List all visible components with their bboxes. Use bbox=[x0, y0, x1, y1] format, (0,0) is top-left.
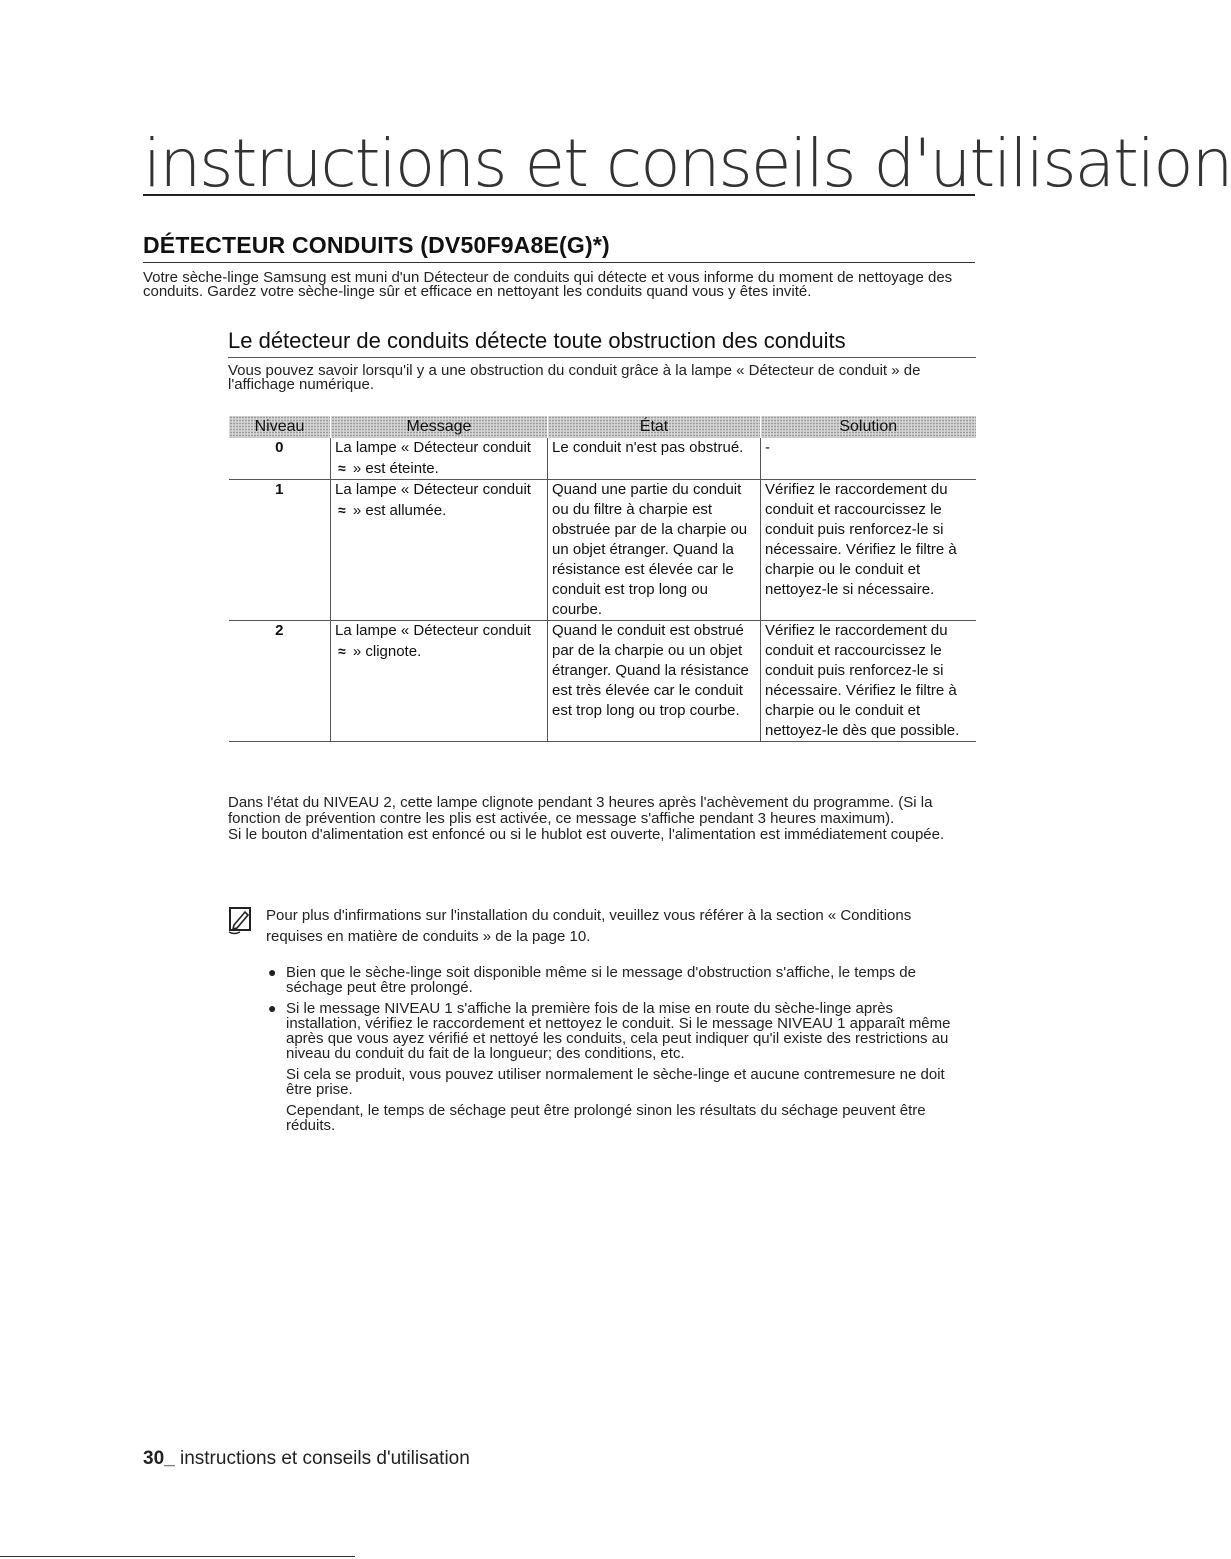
table-header-row bbox=[229, 416, 976, 438]
cell-etat: Le conduit n'est pas obstrué. bbox=[548, 438, 761, 480]
cell-message bbox=[331, 438, 548, 480]
note-text: Pour plus d'infirmations sur l'installation du conduit, veuillez vous référer à la section « Conditions requises en matière de conduits » de la page 10. bbox=[266, 907, 912, 945]
subsection-intro: Vous pouvez savoir lorsqu'il y a une obstruction du conduit grâce à la lampe « Détecteur de conduit » de l'affichage numérique. bbox=[228, 362, 921, 393]
cell-niveau: 0 bbox=[229, 438, 331, 480]
footer-text: instructions et conseils d'utilisation bbox=[179, 1448, 470, 1469]
cell-solution: - bbox=[761, 438, 976, 480]
message-text: La lampe « Détecteur conduit bbox=[335, 439, 531, 456]
message-text: La lampe « Détecteur conduit bbox=[335, 622, 531, 639]
cell-solution: Vérifiez le raccordement du conduit et raccourcissez le conduit puis renforcez-le si nécessaire. Vérifiez le filtre à charpie ou le conduit et nettoyez-le dès que possible. bbox=[761, 621, 976, 742]
header-etat: État bbox=[548, 416, 761, 438]
subsection-title: Le détecteur de conduits détecte toute obstruction des conduits bbox=[228, 328, 976, 358]
page-footer bbox=[143, 1448, 470, 1470]
section-intro: Votre sèche-linge Samsung est muni d'un Détecteur de conduits qui détecte et vous informe du moment de nettoyage des conduits. Gardez votre sèche-linge sûr et efficace en nettoyant les conduits quand vous y êtes invité. bbox=[143, 269, 953, 300]
after-paragraph-1: Dans l'état du NIVEAU 2, cette lampe clignote pendant 3 heures après l'achèvement du programme. (Si la fonction de prévention contre les plis est activée, ce message s'affiche pendant 3 heures maximum). bbox=[228, 794, 933, 827]
after-paragraph-2: Si le bouton d'alimentation est enfoncé ou si le hublot est ouverte, l'alimentation est immédiatement coupée. bbox=[228, 826, 945, 843]
page-number: 30_ bbox=[143, 1448, 175, 1469]
cell-niveau: 1 bbox=[229, 480, 331, 621]
bottom-divider bbox=[0, 1556, 355, 1557]
cell-message bbox=[331, 621, 548, 742]
duct-sensor-icon: ≈ bbox=[338, 460, 346, 476]
header-solution: Solution bbox=[761, 416, 976, 438]
header-message: Message bbox=[331, 416, 548, 438]
message-state: » est éteinte. bbox=[352, 460, 439, 477]
bullet-dot-icon: ● bbox=[268, 964, 277, 980]
bullet-dot-icon: ● bbox=[268, 1000, 277, 1016]
bullet-text: Cependant, le temps de séchage peut être prolongé sinon les résultats du séchage peuvent être réduits. bbox=[286, 1102, 926, 1134]
message-state: » est allumée. bbox=[352, 502, 447, 519]
cell-message bbox=[331, 480, 548, 621]
list-item bbox=[268, 1001, 968, 1133]
cell-solution: Vérifiez le raccordement du conduit et raccourcissez le conduit puis renforcez-le si nécessaire. Vérifiez le filtre à charpie ou le conduit et nettoyez-le si nécessaire. bbox=[761, 480, 976, 621]
detector-level-table bbox=[228, 416, 976, 742]
bullet-text: Si le message NIVEAU 1 s'affiche la première fois de la mise en route du sèche-linge après installation, vérifiez le raccordement et nettoyez le conduit. Si le message NIVEAU 1 apparaît même après que vous ayez vérifié et nettoyé les conduits, cela peut indiquer qu'il existe des restrictions au niveau du conduit du fait de la longueur; des conditions, etc. bbox=[286, 1000, 951, 1062]
cell-etat: Quand le conduit est obstrué par de la charpie ou un objet étranger. Quand la résistance est très élevée car le conduit est trop long ou trop courbe. bbox=[548, 621, 761, 742]
note-pencil-icon bbox=[228, 905, 254, 935]
message-text: La lampe « Détecteur conduit bbox=[335, 481, 531, 498]
bullet-text: Bien que le sèche-linge soit disponible même si le message d'obstruction s'affiche, le temps de séchage peut être prolongé. bbox=[286, 964, 916, 996]
header-niveau: Niveau bbox=[229, 416, 331, 438]
cell-etat: Quand une partie du conduit ou du filtre à charpie est obstruée par de la charpie ou un objet étranger. Quand la résistance est élevée car le conduit est trop long ou courbe. bbox=[548, 480, 761, 621]
bullet-text: Si cela se produit, vous pouvez utiliser normalement le sèche-linge et aucune contremesure ne doit être prise. bbox=[286, 1066, 945, 1098]
table-row bbox=[229, 480, 976, 621]
after-table-text bbox=[228, 795, 968, 843]
message-state: » clignote. bbox=[352, 643, 422, 660]
table-row bbox=[229, 438, 976, 480]
duct-sensor-icon: ≈ bbox=[338, 502, 346, 518]
cell-niveau: 2 bbox=[229, 621, 331, 742]
section-title: DÉTECTEUR CONDUITS (DV50F9A8E(G)*) bbox=[143, 232, 975, 263]
duct-sensor-icon: ≈ bbox=[338, 643, 346, 659]
list-item bbox=[268, 965, 968, 995]
table-row bbox=[229, 621, 976, 742]
page-main-title: instructions et conseils d'utilisation bbox=[143, 125, 1231, 202]
bullet-list bbox=[268, 965, 968, 1139]
